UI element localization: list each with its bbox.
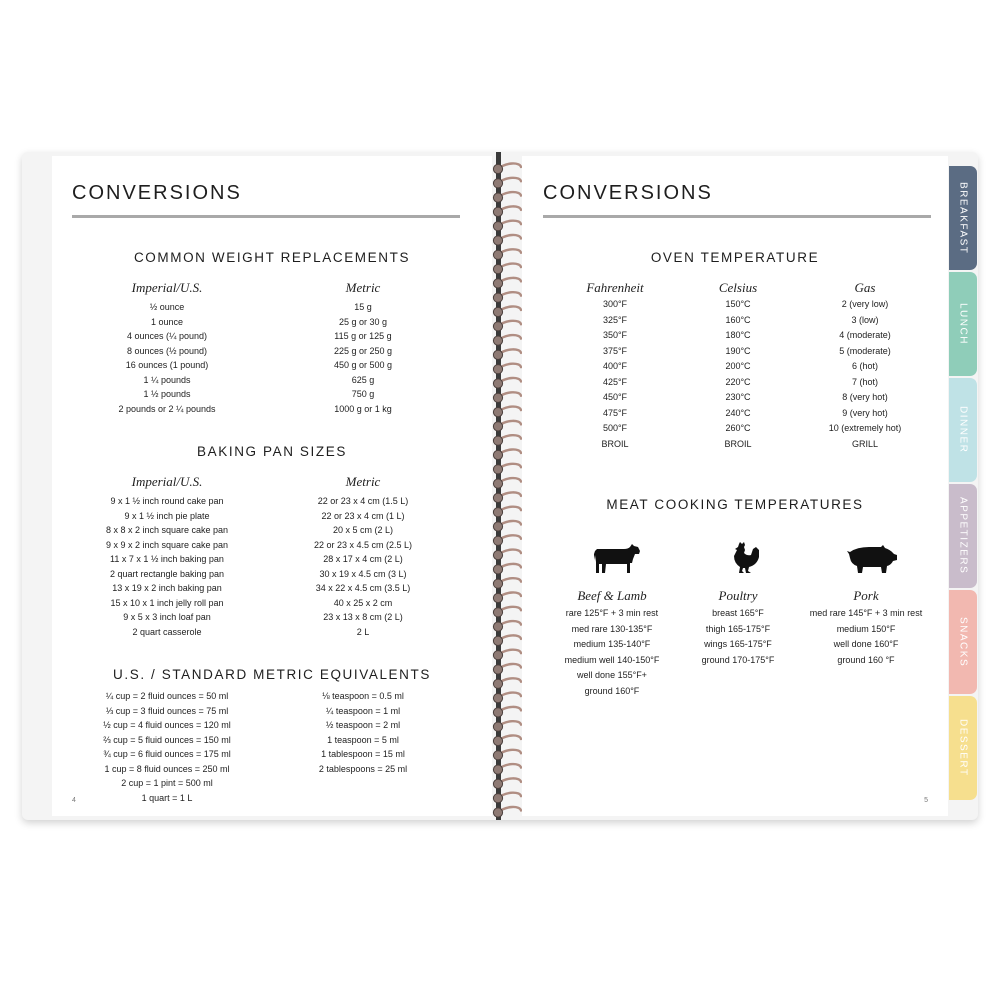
list-item: ¼ teaspoon = 1 ml <box>325 705 401 716</box>
title-divider <box>72 215 460 218</box>
list-item: 13 x 19 x 2 inch baking pan <box>112 583 222 593</box>
list-item: 40 x 25 x 2 cm <box>333 597 393 608</box>
pig-icon <box>847 544 897 574</box>
list-item: medium 150°F <box>836 623 896 634</box>
list-item: 9 x 5 x 3 inch loaf pan <box>123 612 211 622</box>
spiral-loop <box>493 179 502 188</box>
cow-icon <box>594 541 642 575</box>
tab-snacks[interactable] <box>949 590 977 694</box>
recipe-book <box>22 152 978 820</box>
list-item: 9 x 1 ½ inch pie plate <box>124 510 210 521</box>
poultry-header: Poultry <box>718 588 758 603</box>
list-item: 625 g <box>351 374 375 385</box>
spiral-loop <box>493 293 502 302</box>
spiral-loop <box>493 222 502 231</box>
list-item: 22 or 23 x 4 cm (1 L) <box>321 510 405 521</box>
list-item: 4 (moderate) <box>839 330 891 340</box>
list-item: 1 tablespoon = 15 ml <box>321 749 405 759</box>
spiral-loop <box>493 765 502 774</box>
spiral-loop <box>493 365 502 374</box>
list-item: 1 ¼ pounds <box>143 374 191 385</box>
spoons-list <box>276 689 450 776</box>
list-item: 15 g <box>354 302 372 312</box>
beef-header: Beef & Lamb <box>577 588 647 603</box>
spiral-loop <box>493 193 502 202</box>
list-item: 230°C <box>725 392 751 402</box>
list-item: GRILL <box>851 438 878 449</box>
fahrenheit-header: Fahrenheit <box>586 280 644 295</box>
left-page <box>52 156 492 816</box>
list-item: 9 x 9 x 2 inch square cake pan <box>105 539 229 550</box>
list-item: 3 (low) <box>851 314 879 325</box>
spiral-loop <box>493 408 502 417</box>
list-item: 23 x 13 x 8 cm (2 L) <box>323 612 403 622</box>
tab-dinner[interactable] <box>949 378 977 482</box>
celsius-header: Celsius <box>718 280 758 295</box>
list-item: 8 (very hot) <box>842 392 888 402</box>
list-item: 1 ½ pounds <box>143 389 191 399</box>
page-number: 5 <box>924 797 928 804</box>
spiral-loop <box>493 207 502 216</box>
fahrenheit-list <box>560 297 670 452</box>
list-item: 22 or 23 x 4.5 cm (2.5 L) <box>313 539 413 550</box>
spiral-loop <box>493 265 502 274</box>
spiral-loop <box>493 479 502 488</box>
weight-metric-list <box>276 300 450 416</box>
tab-label: LUNCH <box>957 303 969 345</box>
list-item: ⅓ cup = 3 fluid ounces = 75 ml <box>105 705 229 716</box>
spiral-loop <box>493 164 502 173</box>
list-item: 115 g or 125 g <box>334 331 392 341</box>
list-item: thigh 165-175°F <box>705 623 771 634</box>
oven-heading: OVEN TEMPERATURE <box>650 250 820 265</box>
list-item: 2 (very low) <box>841 299 889 309</box>
list-item: ½ ounce <box>149 302 185 312</box>
list-item: ½ teaspoon = 2 ml <box>325 720 401 730</box>
pork-header: Pork <box>853 588 879 603</box>
spiral-loop <box>493 565 502 574</box>
list-item: breast 165°F <box>712 608 764 618</box>
list-item: 400°F <box>602 361 628 371</box>
list-item: 150°C <box>725 299 751 309</box>
meat-heading: MEAT COOKING TEMPERATURES <box>606 497 864 512</box>
spiral-loop <box>493 794 502 803</box>
tab-lunch[interactable] <box>949 272 977 376</box>
weight-heading: COMMON WEIGHT REPLACEMENTS <box>133 250 411 265</box>
list-item: ground 160°F <box>584 685 640 696</box>
spiral-binding <box>492 152 524 820</box>
list-item: 30 x 19 x 4.5 cm (3 L) <box>319 568 407 579</box>
beef-list <box>544 606 680 700</box>
page-title: CONVERSIONS <box>72 182 242 204</box>
list-item: 2 cup = 1 pint = 500 ml <box>121 778 213 788</box>
list-item: 11 x 7 x 1 ½ inch baking pan <box>110 554 224 564</box>
spiral-loop <box>493 608 502 617</box>
spiral-loop <box>493 450 502 459</box>
spiral-loop <box>493 350 502 359</box>
spiral-loop <box>493 379 502 388</box>
spiral-loop <box>493 422 502 431</box>
weight-imperial-header: Imperial/U.S. <box>131 280 203 295</box>
list-item: 1 ounce <box>150 316 184 327</box>
list-item: 6 (hot) <box>851 361 878 371</box>
list-item: 475°F <box>602 407 628 418</box>
list-item: 450°F <box>602 392 628 402</box>
spiral-loop <box>493 493 502 502</box>
list-item: 10 (extremely hot) <box>828 423 902 433</box>
list-item: 180°C <box>725 330 751 340</box>
list-item: ½ cup = 4 fluid ounces = 120 ml <box>103 720 231 730</box>
list-item: ⅔ cup = 5 fluid ounces = 150 ml <box>103 734 231 745</box>
list-item: 15 x 10 x 1 inch jelly roll pan <box>110 597 224 608</box>
chicken-icon <box>731 541 761 575</box>
list-item: 1000 g or 1 kg <box>334 403 392 414</box>
spiral-loop <box>493 808 502 817</box>
tab-appetizers[interactable] <box>949 484 977 588</box>
list-item: 300°F <box>602 299 628 309</box>
right-page <box>522 156 948 816</box>
list-item: medium 135-140°F <box>573 639 651 650</box>
list-item: rare 125°F + 3 min rest <box>565 608 659 618</box>
spiral-loop <box>493 236 502 245</box>
list-item: 750 g <box>351 389 375 399</box>
cups-list <box>80 689 254 805</box>
tab-label: SNACKS <box>957 616 969 668</box>
poultry-list <box>678 606 798 668</box>
spiral-loop <box>493 779 502 788</box>
spiral-loop <box>493 722 502 731</box>
list-item: wings 165-175°F <box>704 639 772 650</box>
tab-dessert[interactable] <box>949 696 977 800</box>
pans-imperial-header: Imperial/U.S. <box>131 474 203 489</box>
list-item: 2 quart casserole <box>132 626 202 637</box>
spiral-loop <box>493 536 502 545</box>
list-item: 20 x 5 cm (2 L) <box>332 525 394 535</box>
spiral-loop <box>493 708 502 717</box>
tab-label: APPETIZERS <box>957 497 969 575</box>
list-item: ground 170-175°F <box>701 654 775 665</box>
list-item: ground 160 °F <box>837 654 895 665</box>
list-item: 220°C <box>725 376 751 387</box>
list-item: 375°F <box>602 345 628 356</box>
list-item: 200°C <box>725 361 751 371</box>
page-title: CONVERSIONS <box>543 182 713 204</box>
spiral-loop <box>493 694 502 703</box>
list-item: 1 cup = 8 fluid ounces = 250 ml <box>104 763 230 774</box>
weight-imperial-list <box>80 300 254 416</box>
list-item: BROIL <box>601 438 629 449</box>
spiral-loop <box>493 622 502 631</box>
tab-label: BREAKFAST <box>957 181 969 255</box>
spiral-loop <box>493 551 502 560</box>
list-item: 9 x 1 ½ inch round cake pan <box>110 496 224 506</box>
spiral-loop <box>493 279 502 288</box>
spiral-loop <box>493 250 502 259</box>
list-item: well done 155°F+ <box>577 670 647 681</box>
list-item: med rare 130-135°F <box>571 623 653 634</box>
list-item: 2 tablespoons = 25 ml <box>318 763 408 774</box>
spiral-loop <box>493 736 502 745</box>
list-item: BROIL <box>724 438 752 449</box>
list-item: 500°F <box>602 423 628 433</box>
list-item: ¼ cup = 2 fluid ounces = 50 ml <box>105 691 229 701</box>
pans-metric-list <box>276 494 450 639</box>
list-item: ⅛ teaspoon = 0.5 ml <box>322 691 404 701</box>
pork-list <box>798 606 934 668</box>
gas-header: Gas <box>854 280 876 295</box>
weight-metric-header: Metric <box>345 280 381 295</box>
spiral-loop <box>493 336 502 345</box>
spiral-loop <box>493 465 502 474</box>
list-item: 5 (moderate) <box>839 345 891 356</box>
equivalents-heading: U.S. / STANDARD METRIC EQUIVALENTS <box>113 667 431 682</box>
list-item: 7 (hot) <box>851 376 878 387</box>
celsius-list <box>683 297 793 452</box>
title-divider <box>543 215 931 218</box>
list-item: 1 quart = 1 L <box>141 792 193 803</box>
list-item: well done 160°F <box>833 639 899 650</box>
spiral-loop <box>493 393 502 402</box>
list-item: 225 g or 250 g <box>333 345 393 356</box>
list-item: 2 L <box>356 626 370 637</box>
list-item: 28 x 17 x 4 cm (2 L) <box>323 554 403 564</box>
pans-imperial-list <box>80 494 254 639</box>
list-item: ¾ cup = 6 fluid ounces = 175 ml <box>103 749 231 759</box>
spiral-loop <box>493 651 502 660</box>
spiral-loop <box>493 679 502 688</box>
pans-heading: BAKING PAN SIZES <box>197 444 347 459</box>
spiral-loop <box>493 665 502 674</box>
spiral-loop <box>493 751 502 760</box>
spiral-loop <box>493 522 502 531</box>
list-item: med rare 145°F + 3 min rest <box>809 608 923 618</box>
list-item: medium well 140-150°F <box>564 654 660 665</box>
list-item: 1 teaspoon = 5 ml <box>327 734 399 745</box>
list-item: 22 or 23 x 4 cm (1.5 L) <box>317 496 409 506</box>
gas-list <box>805 297 925 452</box>
list-item: 34 x 22 x 4.5 cm (3.5 L) <box>315 583 411 593</box>
list-item: 8 x 8 x 2 inch square cake pan <box>105 525 229 535</box>
list-item: 325°F <box>602 314 628 325</box>
spiral-loop <box>493 436 502 445</box>
spiral-loop <box>493 307 502 316</box>
list-item: 450 g or 500 g <box>333 360 393 370</box>
spiral-loop <box>493 636 502 645</box>
page-number: 4 <box>72 797 76 804</box>
list-item: 8 ounces (½ pound) <box>126 345 208 356</box>
list-item: 4 ounces (¼ pound) <box>126 331 208 341</box>
spiral-loop <box>493 322 502 331</box>
list-item: 160°C <box>725 314 751 325</box>
list-item: 16 ounces (1 pound) <box>125 360 209 370</box>
list-item: 350°F <box>602 330 628 340</box>
list-item: 9 (very hot) <box>842 407 888 418</box>
spiral-loop <box>493 579 502 588</box>
pans-metric-header: Metric <box>345 474 381 489</box>
section-tabs <box>949 166 979 802</box>
list-item: 25 g or 30 g <box>338 316 388 327</box>
tab-label: DESSERT <box>957 719 969 777</box>
spiral-loop <box>493 508 502 517</box>
list-item: 240°C <box>725 407 751 418</box>
tab-breakfast[interactable] <box>949 166 977 270</box>
list-item: 260°C <box>725 423 751 433</box>
list-item: 2 quart rectangle baking pan <box>109 568 225 579</box>
list-item: 190°C <box>725 345 751 356</box>
list-item: 2 pounds or 2 ¼ pounds <box>118 403 216 414</box>
spiral-loop <box>493 593 502 602</box>
list-item: 425°F <box>602 376 628 387</box>
tab-label: DINNER <box>957 406 969 454</box>
